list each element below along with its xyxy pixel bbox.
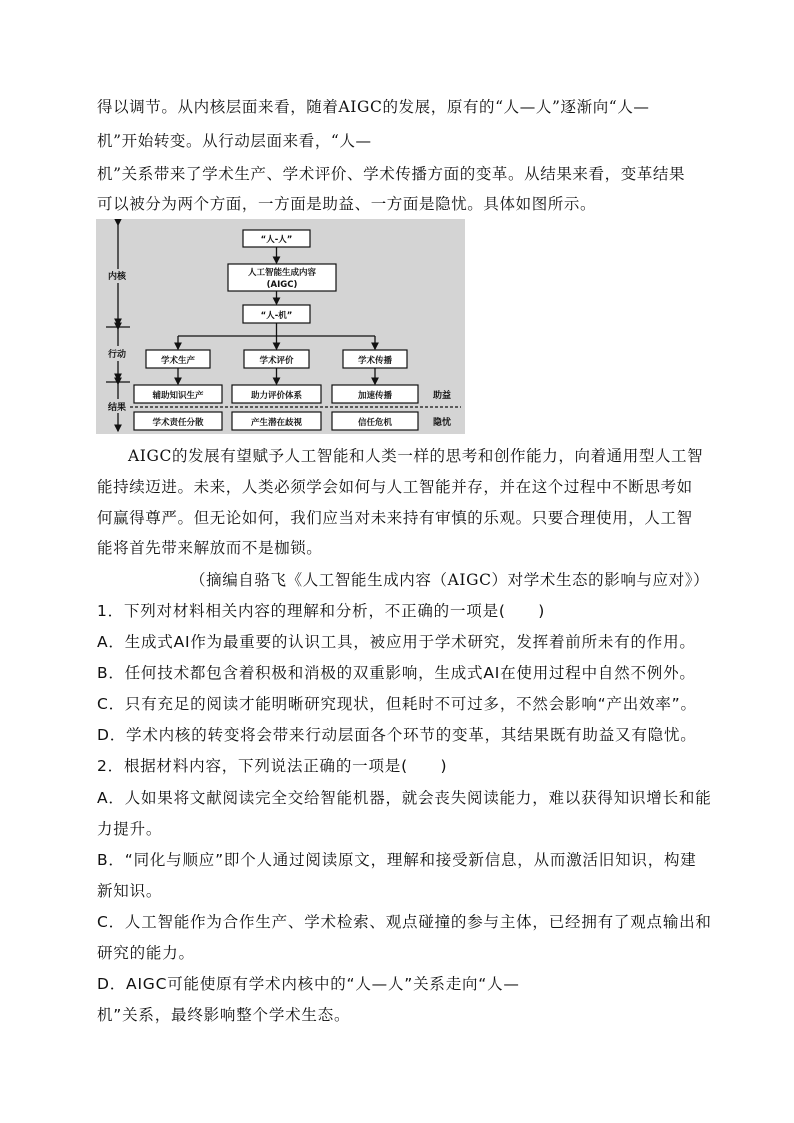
question-option: C．人工智能作为合作生产、学术检索、观点碰撞的参与主体，已经拥有了观点输出和 [97,913,712,931]
action-text: 学术生产 [160,356,196,366]
action-text: 学术评价 [259,356,294,366]
question-option: D．学术内核的转变将会带来行动层面各个环节的变革，其结果既有助益又有隐忧。 [97,726,697,744]
action-text: 学术传播 [357,356,393,366]
paragraph-line: 能持续迈进。未来，人类必须学会如何与人工智能并存，并在这个过程中不断思考如 [97,478,693,496]
paragraph-line: 机”开始转变。从行动层面来看，“人— [97,132,372,150]
question-stem: 2．根据材料内容，下列说法正确的一项是( ) [97,757,448,775]
aigc-diagram [96,219,465,434]
core-label: 内核 [108,272,127,282]
benefit-text: 辅助知识生产 [152,391,204,401]
question-option: D．AIGC可能使原有学术内核中的“人—人”关系走向“人— [97,975,520,993]
paragraph-line: 得以调节。从内核层面来看，随着AIGC的发展，原有的“人—人”逐渐向“人— [97,98,650,116]
question-option: 机”关系，最终影响整个学术生态。 [97,1006,351,1024]
paragraph-line: 能将首先带来解放而不是枷锁。 [97,539,323,557]
human-machine-text: “人-机” [260,311,293,321]
aigc-text-line1: 人工智能生成内容 [247,268,317,278]
paragraph-line: 可以被分为两个方面，一方面是助益、一方面是隐忧。具体如图所示。 [97,195,597,213]
paragraph-line: AIGC的发展有望赋予人工智能和人类一样的思考和创作能力，向着通用型人工智 [128,447,704,465]
question-option: C．只有充足的阅读才能明晰研究现状，但耗时不可过多，不然会影响“产出效率”。 [97,695,697,713]
human-human-text: “人-人” [260,235,293,245]
question-option: A．生成式AI作为最重要的认识工具，被应用于学术研究，发挥着前所未有的作用。 [97,633,696,651]
benefit-label: 助益 [433,391,452,401]
question-option: 新知识。 [97,882,163,900]
risk-text: 学术责任分散 [152,418,204,428]
paragraph-line: 机”关系带来了学术生产、学术评价、学术传播方面的变革。从结果来看，变革结果 [97,165,686,183]
paragraph-line: 何赢得尊严。但无论如何，我们应当对未来持有审慎的乐观。只要合理使用，人工智 [97,509,693,527]
source-citation: （摘编自骆飞《人工智能生成内容（AIGC）对学术生态的影响与应对》） [190,571,710,589]
question-option: A．人如果将文献阅读完全交给智能机器，就会丧失阅读能力，难以获得知识增长和能 [97,789,712,807]
risk-text: 信任危机 [357,418,393,428]
aigc-text-line2: (AIGC) [266,280,298,290]
result-label: 结果 [108,403,127,413]
benefit-text: 加速传播 [357,391,393,401]
question-option: 研究的能力。 [97,944,195,962]
action-label: 行动 [108,350,127,360]
question-option: B．“同化与顺应”即个人通过阅读原文，理解和接受新信息，从而激活旧知识，构建 [97,851,697,869]
risk-text: 产生潜在歧视 [250,418,303,428]
risk-label: 隐忧 [433,418,452,428]
question-option: 力提升。 [97,820,163,838]
question-stem: 1．下列对材料相关内容的理解和分析，不正确的一项是( ) [97,602,546,620]
benefit-text: 助力评价体系 [250,391,303,401]
question-option: B．任何技术都包含着积极和消极的双重影响，生成式AI在使用过程中自然不例外。 [97,664,696,682]
